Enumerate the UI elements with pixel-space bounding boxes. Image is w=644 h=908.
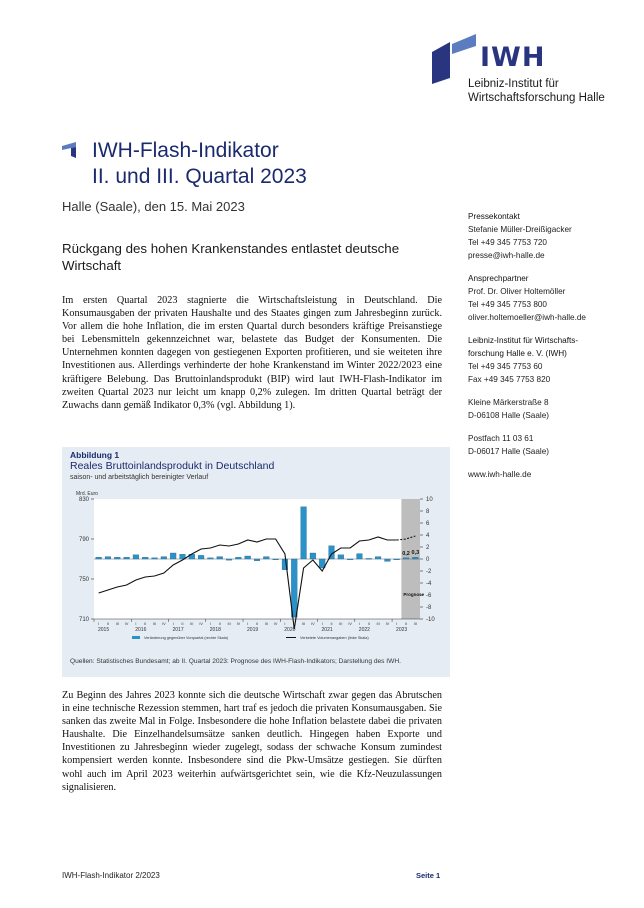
- quarter-label: I: [247, 622, 249, 626]
- year-label: 2018: [209, 627, 221, 633]
- quarter-label: III: [227, 622, 231, 626]
- bar-2020Q4: [310, 553, 316, 559]
- bar-2018Q1: [208, 558, 214, 559]
- left-axis-tick-label: 750: [78, 577, 89, 583]
- quarter-label: IV: [348, 622, 352, 626]
- quarter-label: III: [190, 622, 194, 626]
- contact-phone: Tel +49 345 7753 800: [468, 300, 547, 309]
- figure-label: Abbildung 1: [70, 450, 120, 460]
- quarter-label: III: [413, 622, 417, 626]
- institute-fax: Fax +49 345 7753 820: [468, 375, 551, 384]
- right-axis-tick-label: -2: [426, 569, 432, 575]
- bar-2023Q1: [394, 559, 400, 560]
- quarter-label: III: [301, 622, 306, 626]
- bar-2015Q1: [96, 557, 102, 559]
- right-axis-tick-label: 4: [426, 533, 430, 539]
- bar-2016Q4: [161, 557, 167, 559]
- bar-2022Q2: [366, 558, 372, 559]
- footer-page-number: Seite 1: [416, 871, 441, 880]
- quarter-label: IV: [199, 622, 203, 626]
- quarter-label: I: [284, 622, 286, 626]
- bar-2017Q4: [198, 555, 204, 559]
- bar-2015Q4: [124, 557, 130, 559]
- institute-line-1: Leibniz-Institut für Wirtschafts-: [468, 336, 579, 345]
- quarter-label: IV: [124, 622, 129, 626]
- quarter-label: II: [404, 622, 408, 626]
- title-arrow-icon: [62, 142, 78, 158]
- bar-label: 0,2: [402, 550, 410, 557]
- address-street: Kleine Märkerstraße 8: [468, 398, 549, 407]
- quarter-label: II: [367, 622, 370, 626]
- left-axis-tick-label: 790: [78, 537, 89, 543]
- quarter-label: II: [181, 622, 184, 626]
- right-axis-tick-label: -10: [426, 617, 435, 623]
- year-label: 2016: [135, 627, 147, 633]
- quarter-label: III: [376, 622, 380, 626]
- quarter-label: I: [321, 622, 323, 626]
- quarter-label: IV: [385, 622, 390, 626]
- right-axis-tick-label: 10: [426, 497, 433, 503]
- body-paragraph-2: Zu Beginn des Jahres 2023 konnte sich die deutsche Wirtschaft zwar gegen das Abrutschen in eine technische Rezession stemmen, hart traf es jedoch die privaten Konsumausgaben. Sie sanken das zweite Mal in Folge. Insbesondere die hohe Inflation belastete dabei die privaten Haushalte. Die Einzelhandelsumsätze sanken deutlich. Hingegen haben Exporte und Investitionen zu Jahresbeginn wieder zugelegt, sodass der schwache Konsum zumindest kompensiert werden konnte. Insbesondere sind die Pkw-Umsätze gestiegen. Sie dürften wohl auch im April 2023 weiterhin aufwärtsgerichtet sein, wie die Kfz-Neuzulassungen signalisieren.: [62, 690, 442, 793]
- quarter-label: I: [98, 622, 100, 626]
- body-paragraph-1: Im ersten Quartal 2023 stagnierte die Wirtschaftsleistung in Deutschland. Die Konsumausgaben der privaten Haushalte und des Staates gingen zum Jahresbeginn zurück. Vor allem die hohe Inflation, die im ersten Quartal durch besonders kräftige Preisanstiege bei Lebensmitteln gekennzeichnet war, belastete das Budget der Konsumenten. Die Unternehmen konnten dagegen von gestiegenen Exporten profitieren, und sie weiteten ihre Investitionen aus. Allerdings verhinderte der hohe Krankenstand im Winter 2022/2023 eine kräftigere Belebung. Das Bruttoinlandsprodukt (BIP) wird laut IWH-Flash-Indikator im zweiten Quartal 2023 nur leicht um knapp 0,2% zulegen. Im dritten Quartal beträgt der Zuwachs dann gemäß Indikator 0,3% (vgl. Abbildung 1).: [62, 295, 442, 411]
- right-axis-tick-label: -8: [426, 605, 432, 611]
- year-label: 2017: [172, 627, 184, 633]
- page-title: [92, 138, 307, 190]
- figure-1: [62, 447, 450, 677]
- quarter-label: II: [218, 622, 221, 626]
- bar-2016Q2: [142, 557, 148, 559]
- legend-line-label: Verketete Volumenangaben (linke Skala): [300, 636, 369, 640]
- year-label: 2021: [321, 627, 333, 633]
- bar-2018Q3: [226, 559, 232, 560]
- year-label: 2023: [396, 627, 408, 633]
- left-axis-unit: Mrd. Euro: [76, 491, 98, 497]
- iwh-logo: [428, 34, 605, 114]
- sidebar-contacts: [468, 210, 618, 491]
- forecast-label: Prognose: [403, 592, 425, 598]
- left-axis-tick-label: 710: [78, 617, 89, 623]
- postbox-address: [468, 432, 618, 458]
- bar-2015Q2: [105, 557, 111, 559]
- quarter-label: III: [152, 622, 157, 626]
- year-label: 2020: [284, 627, 296, 633]
- quarter-label: I: [396, 622, 398, 626]
- bar-2016Q3: [152, 558, 158, 559]
- quarter-label: II: [106, 622, 110, 626]
- bar-2019Q2: [254, 559, 260, 561]
- footer-publication: IWH-Flash-Indikator 2/2023: [62, 871, 160, 880]
- website-link[interactable]: www.iwh-halle.de: [468, 470, 532, 479]
- page-title-line-2: II. und III. Quartal 2023: [92, 165, 307, 188]
- postbox-city: D-06017 Halle (Saale): [468, 447, 550, 456]
- legend-bar-swatch: [132, 636, 140, 639]
- bar-2019Q1: [245, 556, 251, 559]
- bar-2023Q3: [412, 557, 418, 559]
- bar-2021Q4: [347, 559, 353, 560]
- contact-person: [468, 272, 618, 324]
- contact-name: Prof. Dr. Oliver Holtemöller: [468, 287, 566, 296]
- quarter-label: IV: [162, 622, 166, 626]
- website: [468, 468, 618, 481]
- quarter-label: II: [330, 622, 333, 626]
- bar-2023Q2: [403, 558, 409, 559]
- quarter-label: III: [115, 622, 119, 626]
- logo-wordmark: IWH: [480, 42, 546, 73]
- press-phone: Tel +49 345 7753 720: [468, 238, 547, 247]
- bar-2019Q4: [273, 559, 279, 560]
- bar-2020Q3: [301, 507, 307, 559]
- iwh-logo-mark-icon: [428, 34, 478, 84]
- page-title-line-1: IWH-Flash-Indikator: [92, 139, 279, 162]
- bar-2021Q3: [338, 555, 344, 559]
- quarter-label: IV: [311, 622, 315, 626]
- date-line: Halle (Saale), den 15. Mai 2023: [62, 199, 245, 214]
- right-axis-tick-label: 2: [426, 545, 430, 551]
- logo-line-2: Wirtschaftsforschung Halle: [468, 92, 605, 104]
- press-contact: [468, 210, 618, 262]
- right-axis-tick-label: 0: [426, 557, 430, 563]
- year-label: 2015: [98, 627, 110, 633]
- right-axis-tick-label: -6: [426, 593, 432, 599]
- subheading: Rückgang des hohen Krankenstandes entlastet deutsche Wirtschaft: [62, 241, 400, 273]
- bar-2022Q4: [385, 559, 391, 561]
- gdp-chart: [62, 447, 450, 677]
- right-axis-tick-label: -4: [426, 581, 432, 587]
- bar-label: 0,3: [411, 550, 420, 557]
- quarter-label: II: [293, 622, 296, 626]
- contact-heading: Ansprechpartner: [468, 274, 529, 283]
- quarter-label: I: [172, 622, 174, 626]
- quarter-label: I: [358, 622, 360, 626]
- quarter-label: IV: [273, 622, 278, 626]
- institute-line-2: forschung Halle e. V. (IWH): [468, 349, 567, 358]
- logo-line-1: Leibniz-Institut für: [468, 78, 559, 90]
- figure-title: Reales Bruttoinlandsprodukt in Deutschland: [70, 460, 275, 472]
- bar-2015Q3: [114, 557, 120, 559]
- right-axis-tick-label: 6: [426, 521, 430, 527]
- street-address: [468, 396, 618, 422]
- address-city: D-06108 Halle (Saale): [468, 411, 550, 420]
- postbox-number: Postfach 11 03 61: [468, 434, 534, 443]
- quarter-label: I: [209, 622, 211, 626]
- year-label: 2022: [358, 627, 370, 633]
- bar-2019Q3: [263, 557, 269, 559]
- right-axis-tick-label: 8: [426, 509, 430, 515]
- press-name: Stefanie Müller-Dreißigacker: [468, 225, 572, 234]
- contact-email-link[interactable]: oliver.holtemoeller@iwh-halle.de: [468, 313, 586, 322]
- left-axis-tick-label: 830: [78, 497, 89, 503]
- quarter-label: III: [339, 622, 343, 626]
- quarter-label: III: [264, 622, 268, 626]
- quarter-label: IV: [236, 622, 241, 626]
- bar-2018Q4: [235, 557, 241, 559]
- figure-source: Quellen: Statistisches Bundesamt; ab II. Quartal 2023: Prognose des IWH-Flash-Indikators; Darstellung des IWH.: [70, 658, 401, 665]
- figure-subtitle: saison- und arbeitstäglich bereinigter Verlauf: [70, 474, 209, 481]
- institute-phone: Tel +49 345 7753 60: [468, 362, 543, 371]
- legend-bar-label: Veränderung gegenüber Vorquartal (rechte Skala): [144, 636, 229, 640]
- quarter-label: I: [135, 622, 137, 626]
- institute-info: [468, 334, 618, 386]
- press-email-link[interactable]: presse@iwh-halle.de: [468, 251, 545, 260]
- press-heading: Pressekontakt: [468, 212, 520, 221]
- quarter-label: II: [255, 622, 259, 626]
- bar-2018Q2: [217, 557, 223, 559]
- bar-2016Q1: [133, 555, 139, 559]
- bar-2022Q3: [375, 557, 381, 559]
- bar-2017Q1: [170, 553, 176, 559]
- quarter-label: II: [144, 622, 147, 626]
- year-label: 2019: [247, 627, 259, 633]
- bar-2022Q1: [357, 554, 363, 559]
